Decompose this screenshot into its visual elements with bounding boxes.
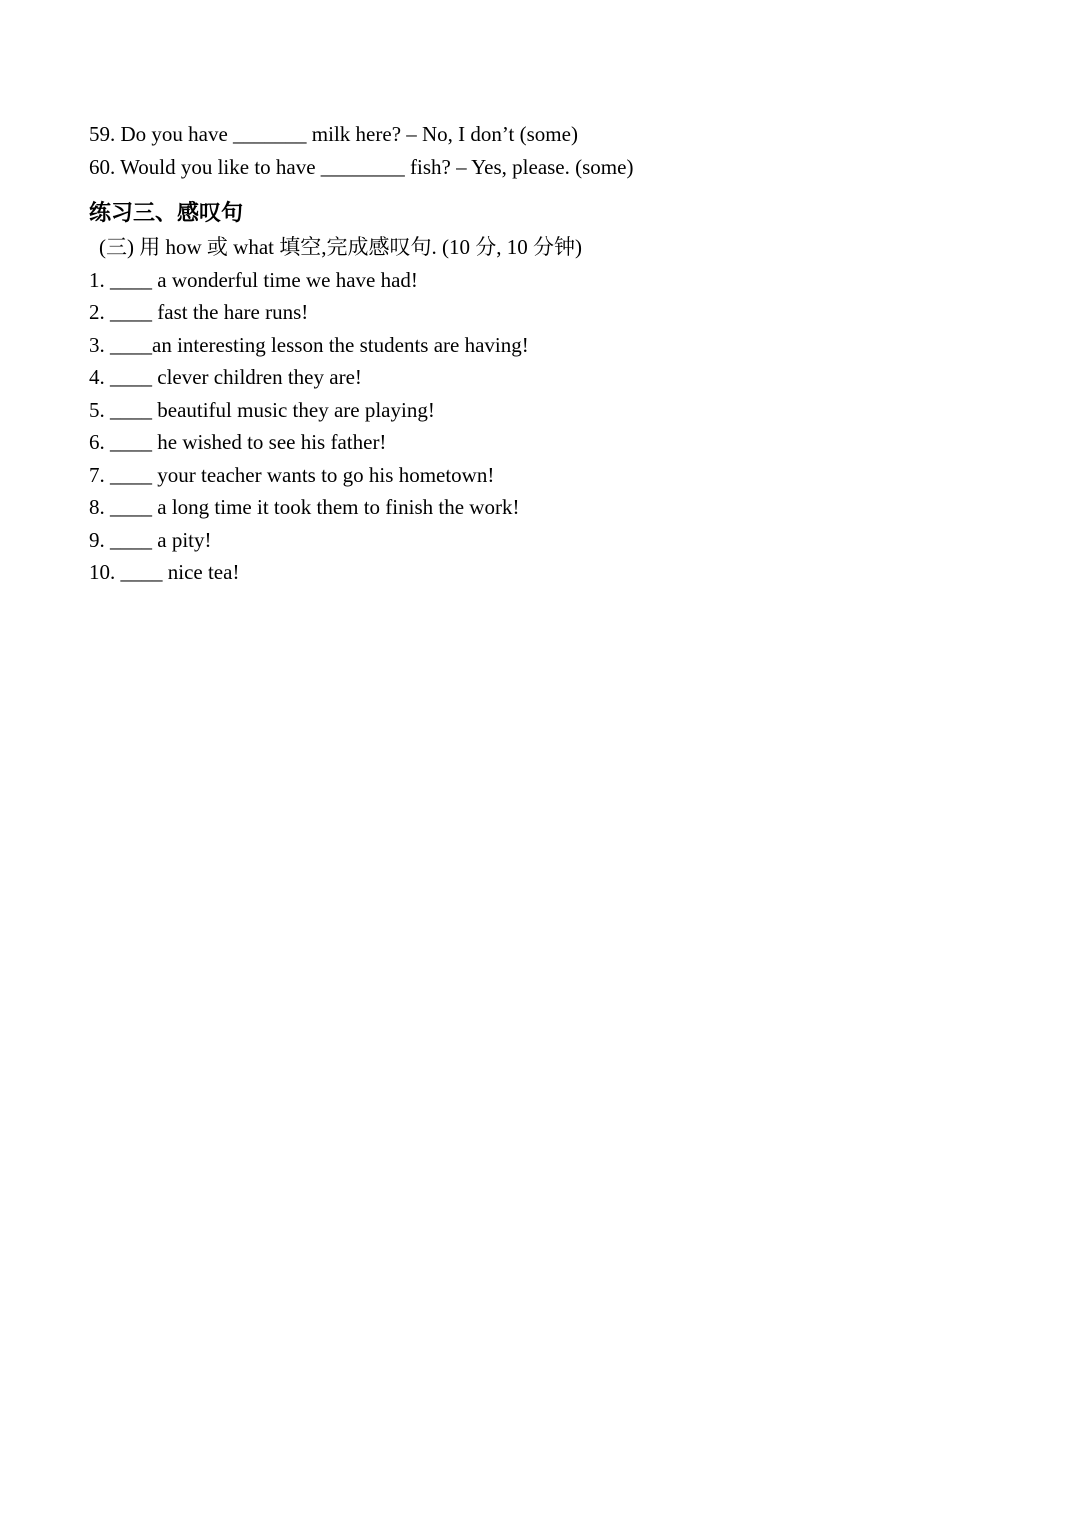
worksheet-content <box>89 118 989 589</box>
exclamation-question-8: 8. ____ a long time it took them to finish the work! <box>89 495 520 519</box>
exclamation-question-5: 5. ____ beautiful music they are playing! <box>89 397 435 422</box>
exclamation-question-3: 3. ____an interesting lesson the students are having! <box>89 332 529 357</box>
section-instruction: (三) 用 how 或 what 填空,完成感叹句. (10 分, 10 分钟) <box>99 235 582 259</box>
question-60: 60. Would you like to have ________ fish? – Yes, please. (some) <box>89 154 634 179</box>
exclamation-question-10: 10. ____ nice tea! <box>89 560 240 584</box>
exclamation-question-6: 6. ____ he wished to see his father! <box>89 430 387 454</box>
section-spacer <box>89 183 989 197</box>
section-title: 练习三、感叹句 <box>89 201 244 226</box>
question-59: 59. Do you have _______ milk here? – No, I don’t (some) <box>89 122 578 146</box>
exclamation-question-9: 9. ____ a pity! <box>89 527 212 552</box>
exclamation-question-4: 4. ____ clever children they are! <box>89 365 362 389</box>
exclamation-question-2: 2. ____ fast the hare runs! <box>89 300 309 324</box>
exclamation-question-1: 1. ____ a wonderful time we have had! <box>89 267 418 292</box>
exclamation-question-7: 7. ____ your teacher wants to go his hometown! <box>89 462 495 487</box>
